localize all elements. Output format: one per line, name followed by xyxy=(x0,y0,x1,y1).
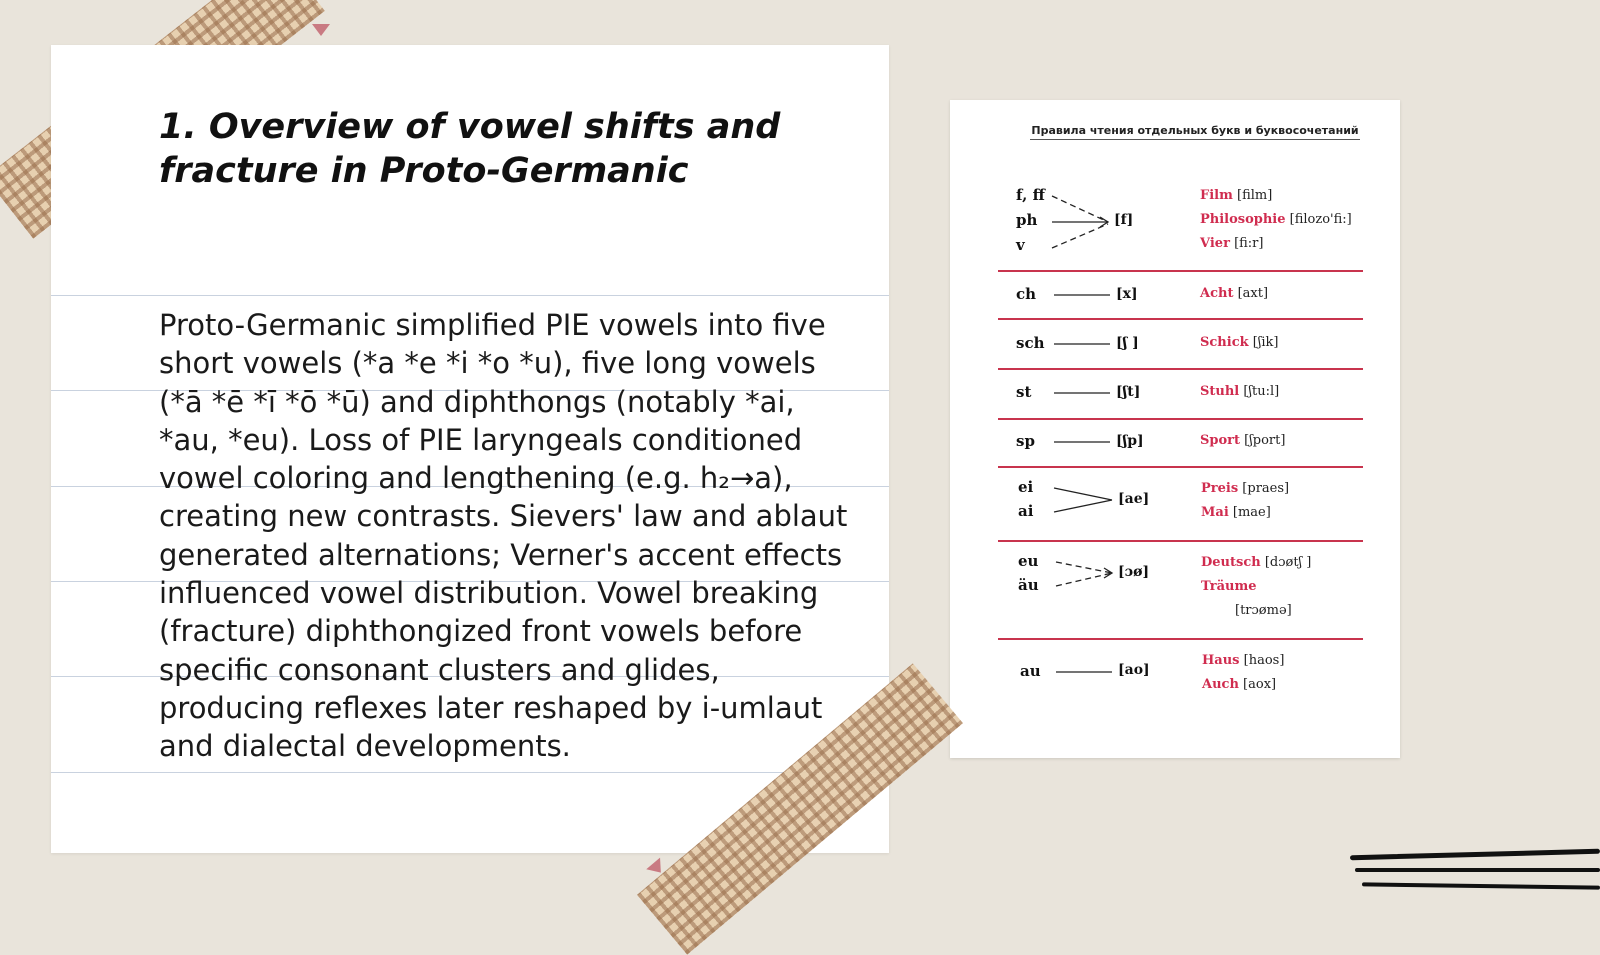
card-heading: Правила чтения отдельных букв и буквосочетаний xyxy=(1030,124,1360,140)
phone-f: [f] xyxy=(1114,212,1134,228)
letters-ph: ph xyxy=(1016,211,1038,229)
letters-eu: eu xyxy=(1018,552,1039,570)
letters-au: au xyxy=(1020,662,1041,680)
letters-ei: ei xyxy=(1018,478,1034,496)
row-separator xyxy=(998,638,1363,640)
letters-au-umlaut: äu xyxy=(1018,576,1039,594)
example: Philosophie [filozo'fi:] xyxy=(1200,212,1352,227)
slide-body-text: Proto-Germanic simplified PIE vowels into five short vowels (*a *e *i *o *u), five long vowels (*ā *ē *ī *ō *ū) and diphthongs (notably *ai, *au, *eu). Loss of PIE laryngeals conditioned vowel coloring and lengthening (e.g. h₂→a), creating new contrasts. Sievers' law and ablaut generated alternations; Verner's accent effects influenced vowel distribution. Vowel breaking (fracture) diphthongized front vowels before specific consonant clusters and glides, producing reflexes later reshaped by i-umlaut and dialectal developments. xyxy=(159,308,848,764)
paper-rule xyxy=(51,772,889,773)
example: Preis [praes] xyxy=(1201,481,1290,496)
letters-ai: ai xyxy=(1018,502,1034,520)
row-separator xyxy=(998,270,1363,272)
brush-stroke xyxy=(1355,868,1600,872)
row-separator xyxy=(998,368,1363,370)
phone-oe: [ɔø] xyxy=(1118,564,1150,580)
row-separator xyxy=(998,540,1363,542)
brush-stroke xyxy=(1362,882,1600,889)
letters-sp: sp xyxy=(1016,432,1035,450)
example: Mai [mae] xyxy=(1201,505,1271,520)
letters-st: st xyxy=(1016,383,1032,401)
example: Auch [aox] xyxy=(1202,677,1277,692)
example: Schick [ʃik] xyxy=(1200,335,1279,350)
letters-sch: sch xyxy=(1016,334,1045,352)
example: Stuhl [ʃtu:l] xyxy=(1200,384,1280,399)
phone-sht: [ʃt] xyxy=(1116,384,1141,400)
phone-x: [x] xyxy=(1116,286,1138,302)
letters-v: v xyxy=(1016,236,1025,254)
example: Vier [fi:r] xyxy=(1200,236,1264,251)
letters-ch: ch xyxy=(1016,285,1037,303)
paper-rule xyxy=(51,295,889,296)
letters-f: f, ff xyxy=(1016,186,1045,204)
example: Film [film] xyxy=(1200,188,1273,203)
example: [trɔømə] xyxy=(1235,603,1292,618)
tape-tip-top xyxy=(312,24,330,36)
example: Acht [axt] xyxy=(1200,286,1269,301)
brush-stroke xyxy=(1350,849,1600,861)
row-separator xyxy=(998,318,1363,320)
example: Deutsch [dɔøtʃ ] xyxy=(1201,555,1312,570)
phone-shp: [ʃp] xyxy=(1116,433,1144,449)
row-separator xyxy=(998,466,1363,468)
example: Träume xyxy=(1201,579,1257,594)
example: Sport [ʃport] xyxy=(1200,433,1286,448)
reading-rules-card xyxy=(950,100,1400,758)
phone-ao: [ao] xyxy=(1118,662,1150,678)
row-separator xyxy=(998,418,1363,420)
example: Haus [haos] xyxy=(1202,653,1285,668)
slide-title: 1. Overview of vowel shifts and fracture in Proto-Germanic xyxy=(159,107,781,191)
notebook-paper xyxy=(51,45,889,853)
phone-sh: [ʃ ] xyxy=(1116,335,1139,351)
phone-ae: [ae] xyxy=(1118,491,1150,507)
